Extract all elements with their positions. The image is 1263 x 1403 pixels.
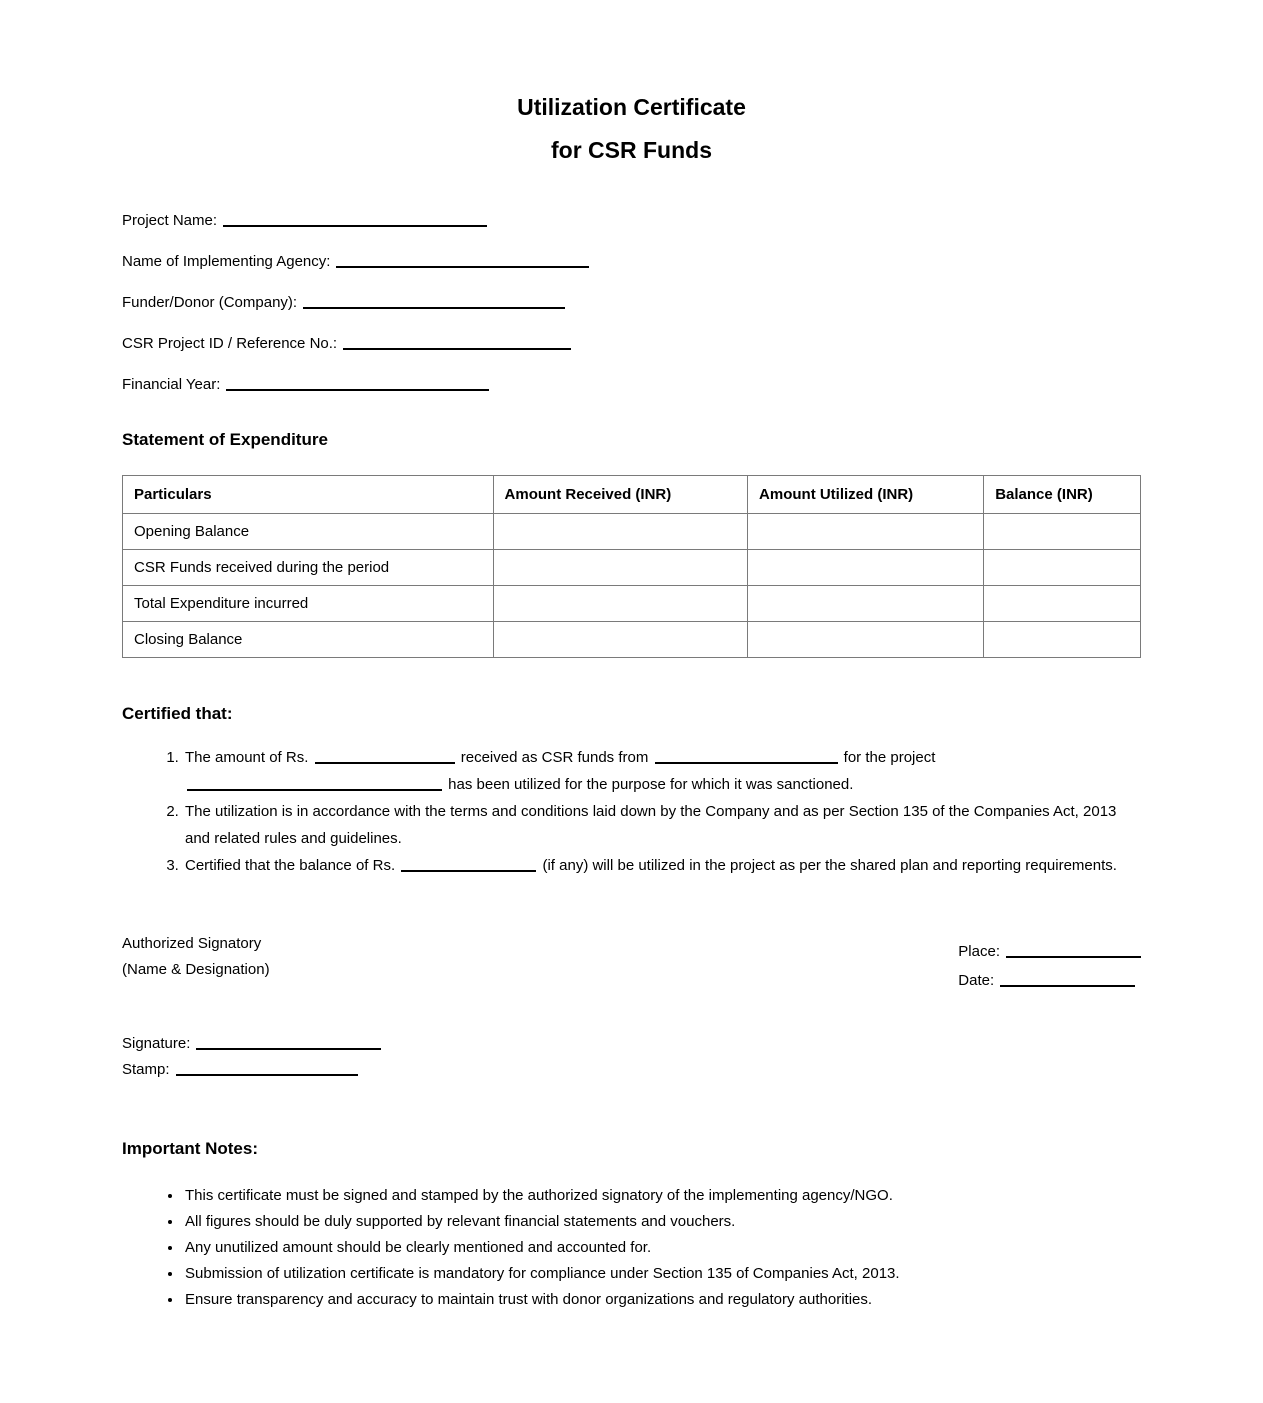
cert-project-blank[interactable] bbox=[187, 778, 442, 791]
field-funder-donor bbox=[122, 294, 1141, 312]
signature-label: Signature: bbox=[122, 1035, 191, 1052]
important-notes-heading: Important Notes: bbox=[122, 1139, 258, 1158]
column-header-amount-utilized: Amount Utilized (INR) bbox=[748, 476, 984, 514]
field-csr-project-id bbox=[122, 335, 1141, 353]
expenditure-header-row bbox=[123, 476, 1141, 514]
certification-item-3 bbox=[183, 852, 1141, 879]
place-blank[interactable] bbox=[1006, 945, 1141, 958]
expenditure-table bbox=[122, 475, 1141, 658]
amount-utilized-cell[interactable] bbox=[748, 550, 984, 586]
certification-item-1 bbox=[183, 744, 1141, 798]
note-item: • Ensure transparency and accuracy to maintain trust with donor organizations and regulatory authorities. bbox=[183, 1287, 1141, 1313]
balance-cell[interactable] bbox=[984, 514, 1141, 550]
field-financial-year bbox=[122, 376, 1141, 394]
amount-received-cell[interactable] bbox=[493, 622, 747, 658]
date-label: Date: bbox=[958, 972, 995, 989]
authorized-signatory-block bbox=[122, 931, 270, 995]
amount-utilized-cell[interactable] bbox=[748, 622, 984, 658]
place-date-block bbox=[958, 931, 1141, 995]
note-item: • Submission of utilization certificate is mandatory for compliance under Section 135 of Companies Act, 2013. bbox=[183, 1261, 1141, 1287]
table-row-closing-balance bbox=[123, 622, 1141, 658]
cert3-text-a: Certified that the balance of Rs. bbox=[185, 857, 396, 874]
project-name-label: Project Name: bbox=[122, 212, 218, 229]
document-title bbox=[122, 86, 1141, 172]
column-header-balance: Balance (INR) bbox=[984, 476, 1141, 514]
balance-cell[interactable] bbox=[984, 586, 1141, 622]
stamp-blank[interactable] bbox=[176, 1063, 358, 1076]
funder-donor-label: Funder/Donor (Company): bbox=[122, 294, 298, 311]
implementing-agency-label: Name of Implementing Agency: bbox=[122, 253, 331, 270]
cert1-text-b: received as CSR funds from bbox=[460, 749, 649, 766]
cert1-text-a: The amount of Rs. bbox=[185, 749, 309, 766]
row-label: Total Expenditure incurred bbox=[123, 586, 494, 622]
cert-funder-blank[interactable] bbox=[655, 751, 838, 764]
cert1-text-c: for the project bbox=[843, 749, 936, 766]
name-designation-label: (Name & Designation) bbox=[122, 961, 270, 978]
important-notes-list bbox=[122, 1183, 1141, 1313]
row-label: Opening Balance bbox=[123, 514, 494, 550]
stamp-label: Stamp: bbox=[122, 1061, 170, 1078]
table-row-funds-received bbox=[123, 550, 1141, 586]
table-row-opening-balance bbox=[123, 514, 1141, 550]
balance-cell[interactable] bbox=[984, 550, 1141, 586]
cert-balance-blank[interactable] bbox=[401, 859, 536, 872]
amount-utilized-cell[interactable] bbox=[748, 586, 984, 622]
signature-row bbox=[122, 1031, 1141, 1057]
place-label: Place: bbox=[958, 943, 1000, 960]
csr-project-id-blank[interactable] bbox=[343, 337, 571, 350]
row-label: CSR Funds received during the period bbox=[123, 550, 494, 586]
date-row bbox=[958, 966, 1141, 995]
amount-received-cell[interactable] bbox=[493, 550, 747, 586]
certification-heading: Certified that: bbox=[122, 704, 233, 723]
note-item: • Any unutilized amount should be clearly mentioned and accounted for. bbox=[183, 1235, 1141, 1261]
certification-item-2: 2. The utilization is in accordance with the terms and conditions laid down by the Company and as per Section 135 of the Companies Act, 2013 and related rules and guidelines. bbox=[183, 798, 1141, 852]
csr-project-id-label: CSR Project ID / Reference No.: bbox=[122, 335, 338, 352]
signature-stamp-section bbox=[122, 1031, 1141, 1083]
date-blank[interactable] bbox=[1000, 974, 1135, 987]
financial-year-blank[interactable] bbox=[226, 378, 489, 391]
signature-blank[interactable] bbox=[196, 1037, 381, 1050]
column-header-particulars: Particulars bbox=[123, 476, 494, 514]
cert3-text-b: (if any) will be utilized in the project as per the shared plan and reporting requirements. bbox=[542, 857, 1117, 874]
balance-cell[interactable] bbox=[984, 622, 1141, 658]
expenditure-heading: Statement of Expenditure bbox=[122, 430, 328, 449]
amount-utilized-cell[interactable] bbox=[748, 514, 984, 550]
field-implementing-agency bbox=[122, 253, 1141, 271]
header-fields bbox=[122, 212, 1141, 394]
authorized-signatory-label: Authorized Signatory bbox=[122, 935, 262, 952]
title-line-1: Utilization Certificate bbox=[517, 94, 746, 120]
certification-list bbox=[122, 744, 1141, 879]
amount-received-cell[interactable] bbox=[493, 586, 747, 622]
financial-year-label: Financial Year: bbox=[122, 376, 221, 393]
signature-section bbox=[122, 931, 1141, 995]
project-name-blank[interactable] bbox=[223, 214, 487, 227]
amount-received-cell[interactable] bbox=[493, 514, 747, 550]
note-item: • All figures should be duly supported by relevant financial statements and vouchers. bbox=[183, 1209, 1141, 1235]
row-label: Closing Balance bbox=[123, 622, 494, 658]
field-project-name bbox=[122, 212, 1141, 230]
column-header-amount-received: Amount Received (INR) bbox=[493, 476, 747, 514]
table-row-total-expenditure bbox=[123, 586, 1141, 622]
cert1-text-d: has been utilized for the purpose for which it was sanctioned. bbox=[448, 776, 854, 793]
implementing-agency-blank[interactable] bbox=[336, 255, 589, 268]
funder-donor-blank[interactable] bbox=[303, 296, 565, 309]
cert-amount-blank[interactable] bbox=[315, 751, 455, 764]
note-item: • This certificate must be signed and stamped by the authorized signatory of the implementing agency/NGO. bbox=[183, 1183, 1141, 1209]
stamp-row bbox=[122, 1057, 1141, 1083]
title-line-2: for CSR Funds bbox=[551, 137, 712, 163]
place-row bbox=[958, 937, 1141, 966]
